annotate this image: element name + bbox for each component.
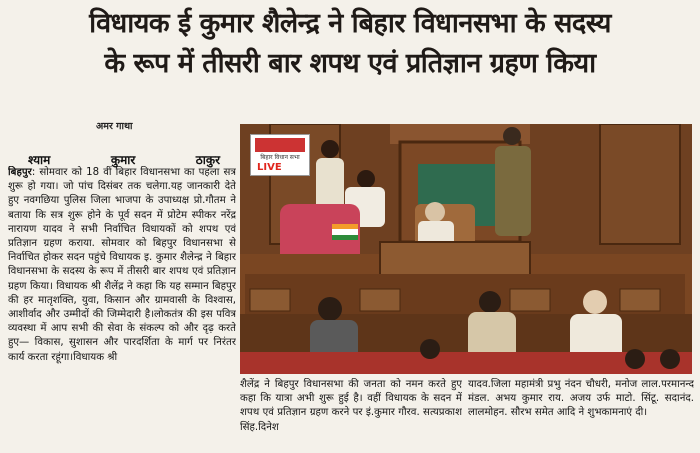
channel-caption: बिहार विधान सभा xyxy=(260,154,300,161)
reporter-first: श्याम xyxy=(28,153,51,167)
headline xyxy=(0,4,700,84)
dateline: बिहपुर xyxy=(8,167,32,178)
reporter-middle: कुमार xyxy=(110,153,136,167)
reporter-last: ठाकुर xyxy=(195,153,220,167)
article-column-3: यादव.जिला महामंत्री प्रभु नंदन चौधरी, मनोज लाल.परमानन्द मंडल. अभय कुमार राय. अजय उर्फ माटो. सिंटू. सदानंद. लालमोहन. सौरभ समेत आदि ने शुभकामनाएं दी। xyxy=(468,379,694,419)
assembly-logo xyxy=(255,138,305,152)
byline-tag: अमर गाथा xyxy=(96,121,133,132)
headline-line-1: विधायक ई कुमार शैलेन्द्र ने बिहार विधानसभा के सदस्य xyxy=(89,8,611,39)
article-text-1: : सोमवार को 18 वीं बिहार विधानसभा का पहला सत्र शुरू हो गया। जो पांच दिसंबर तक चलेगा.यह जानकारी देते हुए नवगछिया पुलिस जिला भाजपा के उपाध्यक्ष प्रो.गौतम ने बताया कि सत्र शुरू होने के पूर्व सदन में प्रोटेम स्पीकर नरेंद्र नारायण यादव ने सभी निर्वाचित विधायकों को शपथ एवं प्रतिज्ञान ग्रहण कराया. सोमवार को बिहपुर विधानसभा से निर्वाचित होकर सदन पहुंचे विधायक इ. कुमार शैलेन्द्र ने बिहार विधानसभा के सदस्य के रूप में तीसरी बार शपथ एवं प्रतिज्ञान ग्रहण किया। विधायक श्री शैलेंद्र ने कहा कि यह सम्मान बिहपुर की हर मातृशक्ति, युवा, किसान और ग्रामवासी के विश्वास, आशीर्वाद और उम्मीदों की जिम्मेदारी है।लोकतंत्र की इस पवित्र व्यवस्था में आप सभी की सेवा के संकल्प को और दृढ़ करते हुए— विकास, सुशासन और पारदर्शिता के मार्ग पर निरंतर कार्य करता रहूंगा।विधायक श्री xyxy=(8,167,236,363)
live-channel-badge xyxy=(250,134,310,176)
headline-line-2: के रूप में तीसरी बार शपथ एवं प्रतिज्ञान ग्रहण किया xyxy=(104,48,596,79)
article-column-1 xyxy=(8,166,236,448)
live-label: LIVE xyxy=(257,162,282,173)
article-column-2: शैलेंद्र ने बिहपुर विधानसभा की जनता को नमन करते हुए कहा कि यात्रा अभी शुरू हुई है। वहीं विधायक के सदन में शपथ एवं प्रतिज्ञान ग्रहण करने पर इं.कुमार गौरव. सत्यप्रकाश सिंह.दिनेश xyxy=(240,379,462,433)
